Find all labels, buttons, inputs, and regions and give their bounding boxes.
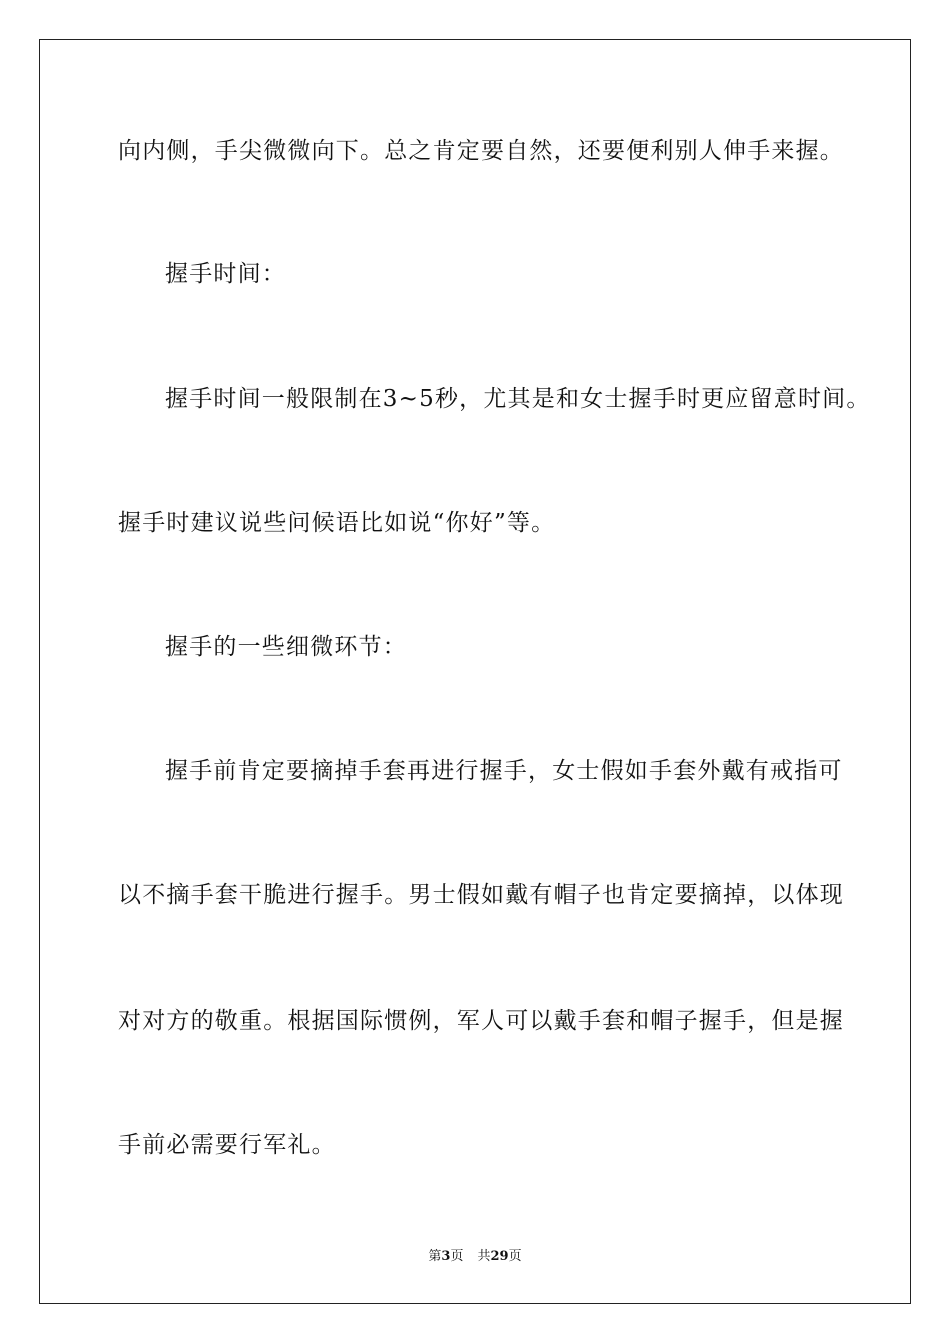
paragraph-line-4: 握手前肯定要摘掉手套再进行握手，女士假如手套外戴有戒指可 bbox=[165, 758, 843, 784]
page-footer bbox=[0, 1248, 950, 1266]
paragraph-line-3: 握手时建议说些问候语比如说“你好”等。 bbox=[118, 510, 556, 536]
footer-total-suffix: 页 bbox=[508, 1249, 522, 1264]
section-heading-handshake-time: 握手时间： bbox=[165, 261, 286, 287]
paragraph-line-5: 以不摘手套干脆进行握手。男士假如戴有帽子也肯定要摘掉，以体现 bbox=[118, 882, 844, 908]
footer-page-prefix: 第 bbox=[428, 1249, 442, 1264]
paragraph-line-6: 对对方的敬重。根据国际惯例，军人可以戴手套和帽子握手，但是握 bbox=[118, 1008, 844, 1034]
footer-total-prefix: 共 bbox=[477, 1249, 491, 1264]
footer-total-pages: 29 bbox=[490, 1249, 509, 1264]
paragraph-line-1: 向内侧，手尖微微向下。总之肯定要自然，还要便利别人伸手来握。 bbox=[118, 138, 844, 164]
footer-page-suffix: 页 bbox=[450, 1249, 464, 1264]
paragraph-line-7: 手前必需要行军礼。 bbox=[118, 1132, 336, 1158]
paragraph-line-2: 握手时间一般限制在3~5秒，尤其是和女士握手时更应留意时间。 bbox=[165, 386, 871, 412]
page-border bbox=[39, 39, 911, 1304]
section-heading-details: 握手的一些细微环节： bbox=[165, 634, 407, 660]
footer-page-number: 3 bbox=[441, 1249, 451, 1264]
